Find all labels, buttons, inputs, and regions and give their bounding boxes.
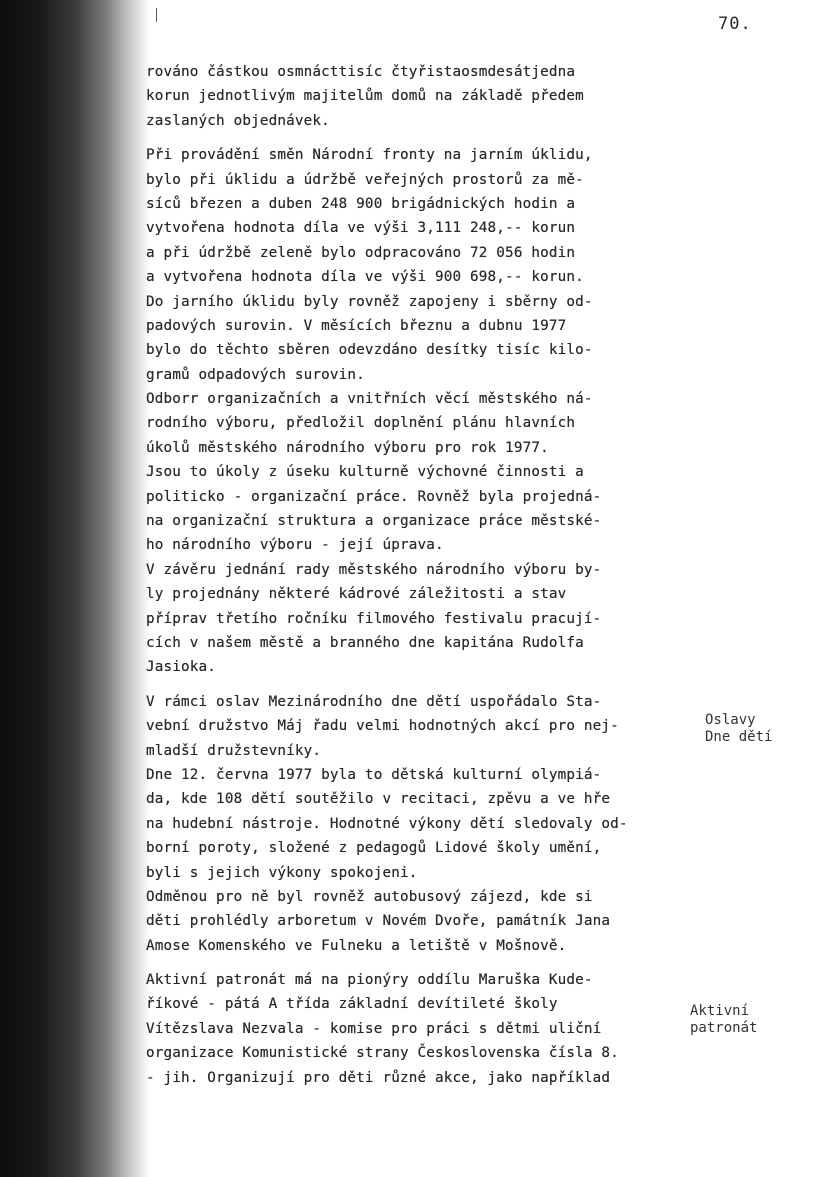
paragraph-1 <box>146 60 686 133</box>
text-line: vytvořena hodnota díla ve výši 3,111 248,-- korun <box>146 220 576 237</box>
text-line: politicko - organizační práce. Rovněž byla projedná- <box>146 488 602 505</box>
text-line: Vítězslava Nezvala - komise pro práci s dětmi uliční <box>146 1020 602 1037</box>
text-line: bylo do těchto sběren odevzdáno desítky tisíc kilo- <box>146 342 593 359</box>
text-line: byli s jejich výkony spokojeni. <box>146 864 418 881</box>
text-line: rováno částkou osmnácttisíc čtyřistaosmdesátjedna <box>146 64 576 80</box>
text-line: ho národního výboru - její úprava. <box>146 537 444 554</box>
text-line: Aktivní patronát má na pionýry oddílu Maruška Kude- <box>146 972 593 989</box>
margin-note-line: Dne dětí <box>705 729 773 745</box>
body-text <box>146 60 686 1090</box>
text-line: říkové - pátá A třída základní devítileté školy <box>146 996 558 1013</box>
text-line: organizace Komunistické strany Československa čísla 8. <box>146 1045 619 1062</box>
margin-note-oslavy <box>705 712 772 746</box>
paragraph-2 <box>146 143 686 680</box>
page-number: 70. <box>718 14 752 34</box>
text-line: Při provádění směn Národní fronty na jarním úklidu, <box>146 147 593 164</box>
text-line: zaslaných objednávek. <box>146 112 330 129</box>
text-line: děti prohlédly arboretum v Novém Dvoře, památník Jana <box>146 913 611 930</box>
margin-note-line: patronát <box>690 1020 758 1036</box>
text-line: cích v našem městě a branného dne kapitána Rudolfa <box>146 634 584 651</box>
margin-note-line: Aktivní <box>690 1003 750 1019</box>
text-line: Odměnou pro ně byl rovněž autobusový zájezd, kde si <box>146 888 593 905</box>
text-line: borní poroty, složené z pedagogů Lidové školy umění, <box>146 840 602 857</box>
text-line: Dne 12. června 1977 byla to dětská kulturní olympiá- <box>146 766 602 783</box>
text-line: Amose Komenského ve Fulneku a letiště v Mošnově. <box>146 937 567 954</box>
text-line: Do jarního úklidu byly rovněž zapojeny i sběrny od- <box>146 293 593 310</box>
paragraph-4 <box>146 968 686 1090</box>
text-line: na organizační struktura a organizace práce městské- <box>146 513 602 530</box>
text-line: mladší družstevníky. <box>146 742 322 759</box>
text-line: vební družstvo Máj řadu velmi hodnotných akcí pro nej- <box>146 718 619 735</box>
margin-note-patronat <box>690 1003 757 1037</box>
text-line: úkolů městského národního výboru pro rok 1977. <box>146 439 549 456</box>
text-line: Odborr organizačních a vnitřních věcí městského ná- <box>146 391 593 408</box>
paragraph-3 <box>146 690 686 958</box>
text-line: korun jednotlivým majitelům domů na základě předem <box>146 88 584 105</box>
text-line: síců březen a duben 248 900 brigádnických hodin a <box>146 195 576 212</box>
scan-mark <box>156 8 157 22</box>
text-line: Jasioka. <box>146 659 217 676</box>
text-line: gramů odpadových surovin. <box>146 366 365 383</box>
text-line: ly projednány některé kádrové záležitosti a stav <box>146 586 567 603</box>
text-line: a vytvořena hodnota díla ve výši 900 698,-- korun. <box>146 269 584 286</box>
text-line: rodního výboru, předložil doplnění plánu hlavních <box>146 415 576 432</box>
text-line: V závěru jednání rady městského národního výboru by- <box>146 561 602 578</box>
text-line: padových surovin. V měsících březnu a dubnu 1977 <box>146 317 567 334</box>
text-line: V rámci oslav Mezinárodního dne dětí uspořádalo Sta- <box>146 693 602 710</box>
text-line: příprav třetího ročníku filmového festivalu pracují- <box>146 610 602 627</box>
text-line: bylo při úklidu a údržbě veřejných prostorů za mě- <box>146 171 584 188</box>
text-line: - jih. Organizují pro děti různé akce, jako například <box>146 1069 611 1086</box>
text-line: da, kde 108 dětí soutěžilo v recitaci, zpěvu a ve hře <box>146 791 611 808</box>
text-line: a při údržbě zeleně bylo odpracováno 72 056 hodin <box>146 244 576 261</box>
margin-note-line: Oslavy <box>705 712 756 728</box>
text-line: Jsou to úkoly z úseku kulturně výchovné činnosti a <box>146 464 584 481</box>
scan-gutter-shadow <box>0 0 150 1177</box>
text-line: na hudební nástroje. Hodnotné výkony dětí sledovaly od- <box>146 815 628 832</box>
